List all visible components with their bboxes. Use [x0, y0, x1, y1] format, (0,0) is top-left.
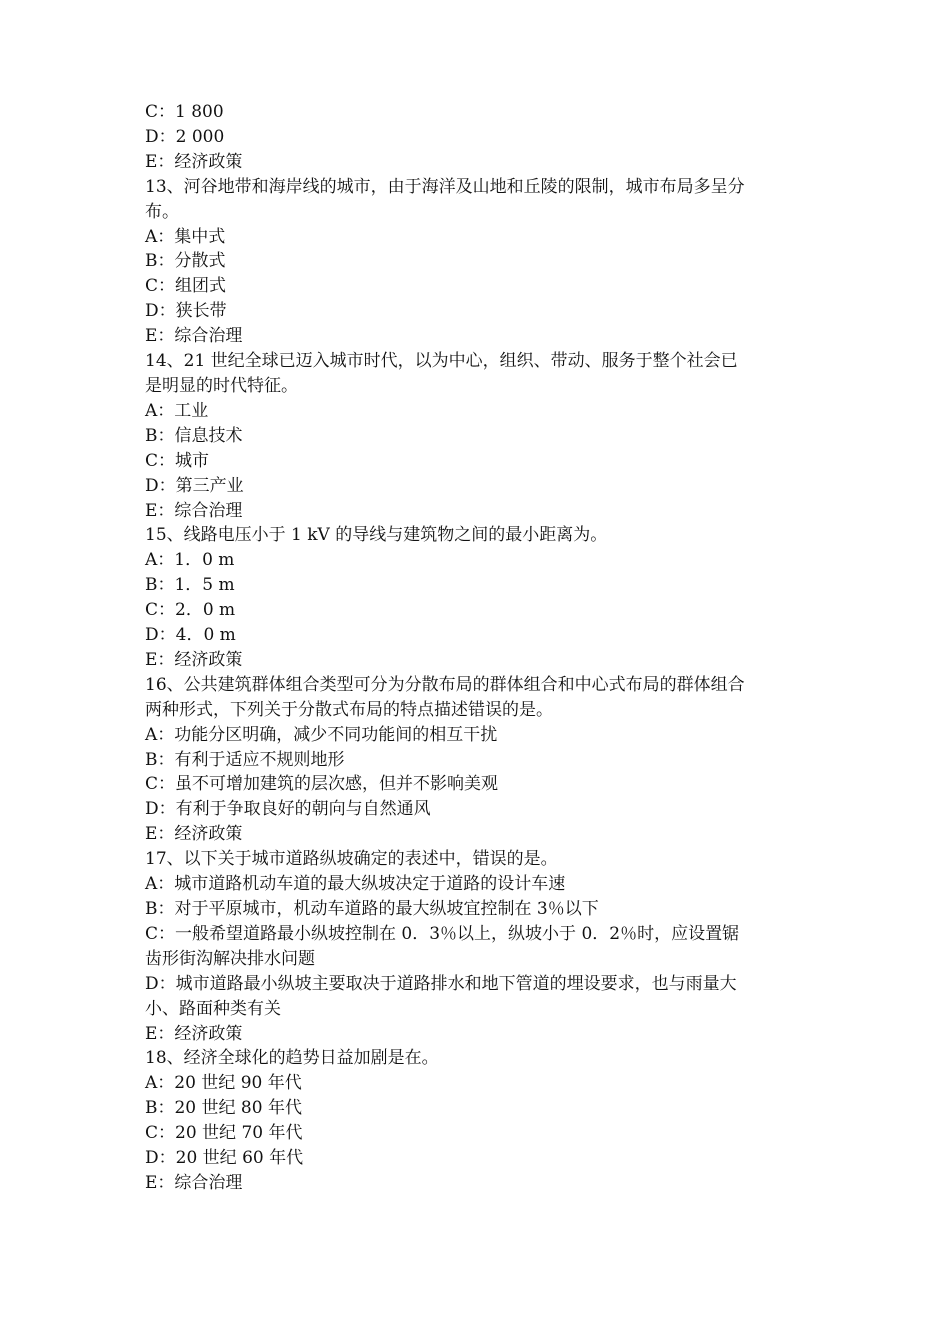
option-b-q17: B：对于平原城市，机动车道路的最大纵坡宜控制在 3％以下: [145, 899, 599, 919]
option-c-q17-line-2: 齿形街沟解决排水问题: [145, 948, 315, 969]
option-d-q14: D：第三产业: [145, 475, 244, 496]
option-d-q18: D：20 世纪 60 年代: [145, 1148, 304, 1169]
option-c-q18: C：20 世纪 70 年代: [145, 1123, 303, 1144]
question-15-line-1: 15、线路电压小于 1 kV 的导线与建筑物之间的最小距离为。: [145, 525, 608, 546]
question-14-line-2: 是明显的时代特征。: [145, 375, 298, 396]
question-18-line-1: 18、经济全球化的趋势日益加剧是在。: [145, 1048, 439, 1069]
option-a-q17: A：城市道路机动车道的最大纵坡决定于道路的设计车速: [145, 874, 566, 895]
option-d-q12: D：2 000: [145, 126, 225, 147]
option-a-q16: A：功能分区明确，减少不同功能间的相互干扰: [145, 724, 498, 745]
option-e-q15: E：经济政策: [145, 649, 243, 670]
option-c-q15: C：2．0 m: [145, 600, 236, 621]
option-b-q18: B：20 世纪 80 年代: [145, 1098, 302, 1119]
option-b-q14: B：信息技术: [145, 425, 243, 446]
option-e-q17: E：经济政策: [145, 1023, 243, 1044]
option-d-q15: D：4．0 m: [145, 625, 236, 646]
option-c-q12: C：1 800: [145, 102, 224, 122]
option-b-q13: B：分散式: [145, 251, 226, 272]
option-e-q18: E：综合治理: [145, 1172, 243, 1193]
option-c-q16: C：虽不可增加建筑的层次感，但并不影响美观: [145, 774, 499, 795]
option-e-q13: E：综合治理: [145, 326, 243, 347]
question-16-line-2: 两种形式，下列关于分散式布局的特点描述错误的是。: [145, 699, 553, 720]
option-c-q17-line-1: C：一般希望道路最小纵坡控制在 0．3％以上，纵坡小于 0．2％时，应设置锯: [145, 923, 740, 944]
option-e-q14: E：综合治理: [145, 500, 243, 521]
question-13-line-1: 13、河谷地带和海岸线的城市，由于海洋及山地和丘陵的限制，城市布局多呈分: [145, 176, 745, 197]
question-17-line-1: 17、以下关于城市道路纵坡确定的表述中，错误的是。: [145, 849, 558, 870]
option-b-q15: B：1．5 m: [145, 575, 235, 596]
option-a-q13: A：集中式: [145, 226, 226, 247]
option-c-q13: C：组团式: [145, 276, 227, 297]
option-b-q16: B：有利于适应不规则地形: [145, 749, 345, 770]
option-a-q14: A：工业: [145, 400, 209, 421]
option-a-q15: A：1．0 m: [145, 550, 235, 571]
question-16-line-1: 16、公共建筑群体组合类型可分为分散布局的群体组合和中心式布局的群体组合: [145, 674, 745, 695]
document-page: [145, 100, 810, 1196]
option-d-q16: D：有利于争取良好的朝向与自然通风: [145, 799, 431, 820]
option-e-q12: E：经济政策: [145, 151, 243, 172]
option-d-q17-line-2: 小、路面种类有关: [145, 998, 281, 1019]
option-e-q16: E：经济政策: [145, 824, 243, 845]
option-d-q17-line-1: D：城市道路最小纵坡主要取决于道路排水和地下管道的埋设要求，也与雨量大: [145, 973, 737, 994]
question-14-line-1: 14、21 世纪全球已迈入城市时代，以为中心，组织、带动、服务于整个社会已: [145, 351, 738, 372]
option-a-q18: A：20 世纪 90 年代: [145, 1073, 302, 1094]
option-c-q14: C：城市: [145, 450, 210, 471]
option-d-q13: D：狭长带: [145, 301, 227, 322]
question-13-line-2: 布。: [145, 201, 179, 222]
